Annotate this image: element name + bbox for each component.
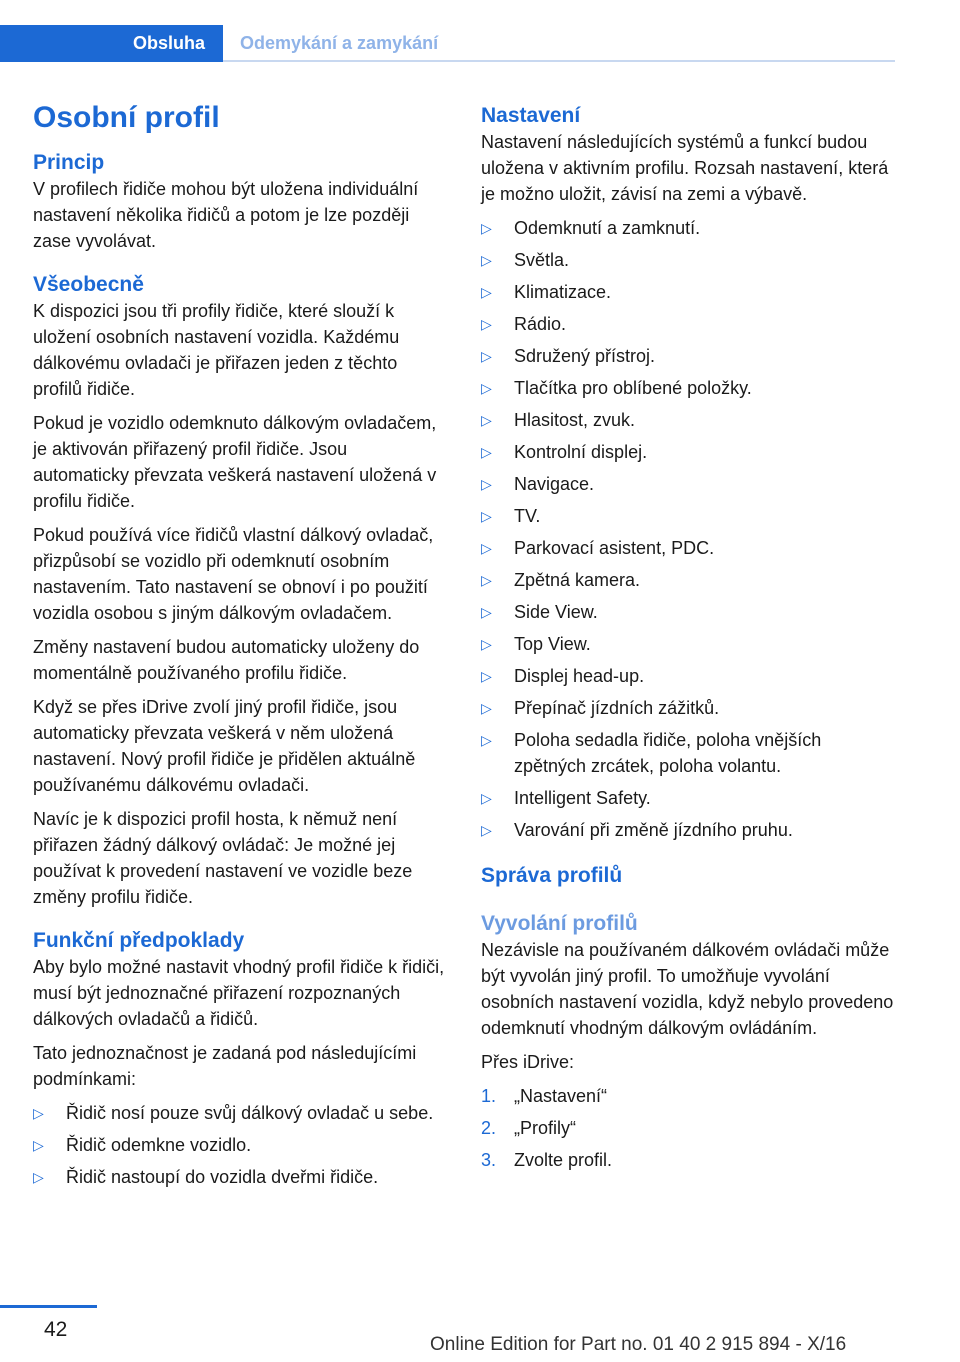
section-settings [481, 103, 896, 843]
triangle-bullet-icon: ▷ [481, 380, 492, 396]
triangle-bullet-icon: ▷ [481, 700, 492, 716]
list-item-text: Intelligent Safety. [514, 788, 651, 808]
list-item [33, 1100, 448, 1126]
list-item [481, 535, 896, 561]
list-item [481, 343, 896, 369]
list-item [481, 727, 896, 779]
list-item [481, 247, 896, 273]
triangle-bullet-icon: ▷ [481, 790, 492, 806]
section-requirements [33, 928, 448, 1190]
list-item-text: Top View. [514, 634, 591, 654]
triangle-bullet-icon: ▷ [481, 636, 492, 652]
triangle-bullet-icon: ▷ [33, 1137, 44, 1153]
heading-recall-profiles: Vyvolání profilů [481, 912, 638, 935]
section-principle [33, 150, 448, 254]
settings-text: Nastavení následujících systémů a funkcí budou uložena v aktivním profilu. Rozsah nastavení, která je možno uložit, závisí na zemi a výbavě. [481, 132, 889, 204]
triangle-bullet-icon: ▷ [481, 572, 492, 588]
list-item [33, 1132, 448, 1158]
list-item-text: Hlasitost, zvuk. [514, 410, 636, 430]
steps-list [481, 1083, 896, 1173]
triangle-bullet-icon: ▷ [481, 348, 492, 364]
list-item [481, 215, 896, 241]
list-item-text: Klimatizace. [514, 282, 612, 302]
list-item-text: Poloha sedadla řidiče, poloha vnějších zpětných zrcátek, poloha volantu. [514, 730, 822, 776]
triangle-bullet-icon: ▷ [481, 444, 492, 460]
list-item [481, 785, 896, 811]
heading-general: Všeobecně [33, 273, 144, 296]
list-item [481, 311, 896, 337]
triangle-bullet-icon: ▷ [481, 284, 492, 300]
triangle-bullet-icon: ▷ [33, 1169, 44, 1185]
heading-principle: Princip [33, 151, 105, 174]
via-idrive-text: Přes iDrive: [481, 1052, 575, 1072]
list-item-text: Přepínač jízdních zážitků. [514, 698, 720, 718]
list-item-text: Rádio. [514, 314, 567, 334]
step-item [481, 1083, 896, 1109]
triangle-bullet-icon: ▷ [481, 668, 492, 684]
triangle-bullet-icon: ▷ [481, 732, 492, 748]
header-tab-bar [0, 25, 895, 62]
header-divider [223, 60, 895, 62]
tab-obsluha [0, 25, 223, 62]
page-number: 42 [44, 1318, 68, 1341]
list-item [481, 471, 896, 497]
list-item-text: Tlačítka pro oblíbené položky. [514, 378, 752, 398]
list-item-text: Světla. [514, 250, 570, 270]
triangle-bullet-icon: ▷ [481, 604, 492, 620]
triangle-bullet-icon: ▷ [481, 316, 492, 332]
step-text: „Profily“ [514, 1118, 576, 1138]
list-item-text: TV. [514, 506, 541, 526]
list-item [481, 817, 896, 843]
list-item-text: Zpětná kamera. [514, 570, 641, 590]
tab-section-title: Odemykání a zamykání [240, 33, 439, 53]
list-item-text: Navigace. [514, 474, 595, 494]
requirements-list [33, 1100, 448, 1190]
step-number: 3. [481, 1150, 497, 1170]
list-item-text: Sdružený přístroj. [514, 346, 656, 366]
general-paragraph: Když se přes iDrive zvolí jiný profil řidiče, jsou automaticky převzata veškerá v něm uložená nastavení. Nový profil řidiče je přidělen aktuálně používanému dálkovému ovladači. [33, 697, 416, 795]
general-paragraph: K dispozici jsou tři profily řidiče, které slouží k uložení osobních nastavení vozidla. Každému dálkovému ovladači je přiřazen jeden z těchto profilů řidiče. [33, 301, 400, 399]
step-item [481, 1115, 896, 1141]
list-item-text: Kontrolní displej. [514, 442, 648, 462]
triangle-bullet-icon: ▷ [481, 476, 492, 492]
list-item [481, 599, 896, 625]
general-paragraph: Navíc je k dispozici profil hosta, k němuž není přiřazen žádný dálkový ovládač: Je možné jej používat k provedení nastavení ve vozidle beze změny profilu řidiče. [33, 809, 413, 907]
list-item-text: Side View. [514, 602, 598, 622]
list-item-text: Řidič odemkne vozidlo. [66, 1135, 252, 1155]
list-item-text: Řidič nastoupí do vozidla dveřmi řidiče. [66, 1167, 379, 1187]
list-item-text: Řidič nosí pouze svůj dálkový ovladač u sebe. [66, 1103, 434, 1123]
triangle-bullet-icon: ▷ [481, 822, 492, 838]
principle-text: V profilech řidiče mohou být uložena individuální nastavení několika řidičů a potom je lze později zase vyvolávat. [33, 179, 419, 251]
step-number: 2. [481, 1118, 497, 1138]
list-item [481, 503, 896, 529]
list-item [481, 279, 896, 305]
list-item [33, 1164, 448, 1190]
left-column [33, 100, 448, 1196]
settings-list [481, 215, 896, 843]
list-item [481, 663, 896, 689]
triangle-bullet-icon: ▷ [481, 412, 492, 428]
list-item [481, 695, 896, 721]
requirements-paragraph: Tato jednoznačnost je zadaná pod následujícími podmínkami: [33, 1043, 417, 1089]
footer-rule [0, 1305, 97, 1308]
page-title: Osobní profil [33, 101, 220, 134]
step-number: 1. [481, 1086, 497, 1106]
step-text: „Nastavení“ [514, 1086, 608, 1106]
tab-obsluha-label: Obsluha [132, 33, 205, 53]
heading-settings: Nastavení [481, 104, 581, 127]
triangle-bullet-icon: ▷ [481, 220, 492, 236]
general-paragraph: Pokud je vozidlo odemknuto dálkovým ovladačem, je aktivován přiřazený profil řidiče. Jsou automaticky převzata veškerá nastavení uložená v profilu řidiče. [33, 413, 437, 511]
list-item-text: Parkovací asistent, PDC. [514, 538, 715, 558]
recall-text: Nezávisle na používaném dálkovém ovládači může být vyvolán jiný profil. To umožňuje vyvolání osobních nastavení vozidla, když nebylo provedeno odemknutí vhodným dálkovým ovládáním. [481, 940, 894, 1038]
requirements-paragraph: Aby bylo možné nastavit vhodný profil řidiče k řidiči, musí být jednoznačné přiřazení rozpoznaných dálkových ovladačů a řidičů. [33, 957, 445, 1029]
triangle-bullet-icon: ▷ [33, 1105, 44, 1121]
general-paragraph: Pokud používá více řidičů vlastní dálkový ovladač, přizpůsobí se vozidlo při odemknutí osobním nastavením. Tato nastavení se obnoví i po použití vozidla osobou s jiným dálkovým ovladačem. [33, 525, 434, 623]
triangle-bullet-icon: ▷ [481, 540, 492, 556]
list-item-text: Displej head-up. [514, 666, 645, 686]
list-item [481, 407, 896, 433]
list-item [481, 631, 896, 657]
general-paragraph: Změny nastavení budou automaticky uloženy do momentálně používaného profilu řidiče. [33, 637, 420, 683]
step-item [481, 1147, 896, 1173]
edition-note: Online Edition for Part no. 01 40 2 915 894 - X/16 [430, 1334, 847, 1355]
heading-profile-management: Správa profilů [481, 864, 623, 887]
list-item-text: Odemknutí a zamknutí. [514, 218, 701, 238]
list-item [481, 567, 896, 593]
list-item [481, 375, 896, 401]
triangle-bullet-icon: ▷ [481, 252, 492, 268]
triangle-bullet-icon: ▷ [481, 508, 492, 524]
section-general [33, 272, 448, 910]
right-column [481, 103, 896, 1179]
list-item [481, 439, 896, 465]
list-item-text: Varování při změně jízdního pruhu. [514, 820, 793, 840]
section-profile-management [481, 863, 896, 1173]
heading-requirements: Funkční předpoklady [33, 929, 245, 952]
step-text: Zvolte profil. [514, 1150, 613, 1170]
